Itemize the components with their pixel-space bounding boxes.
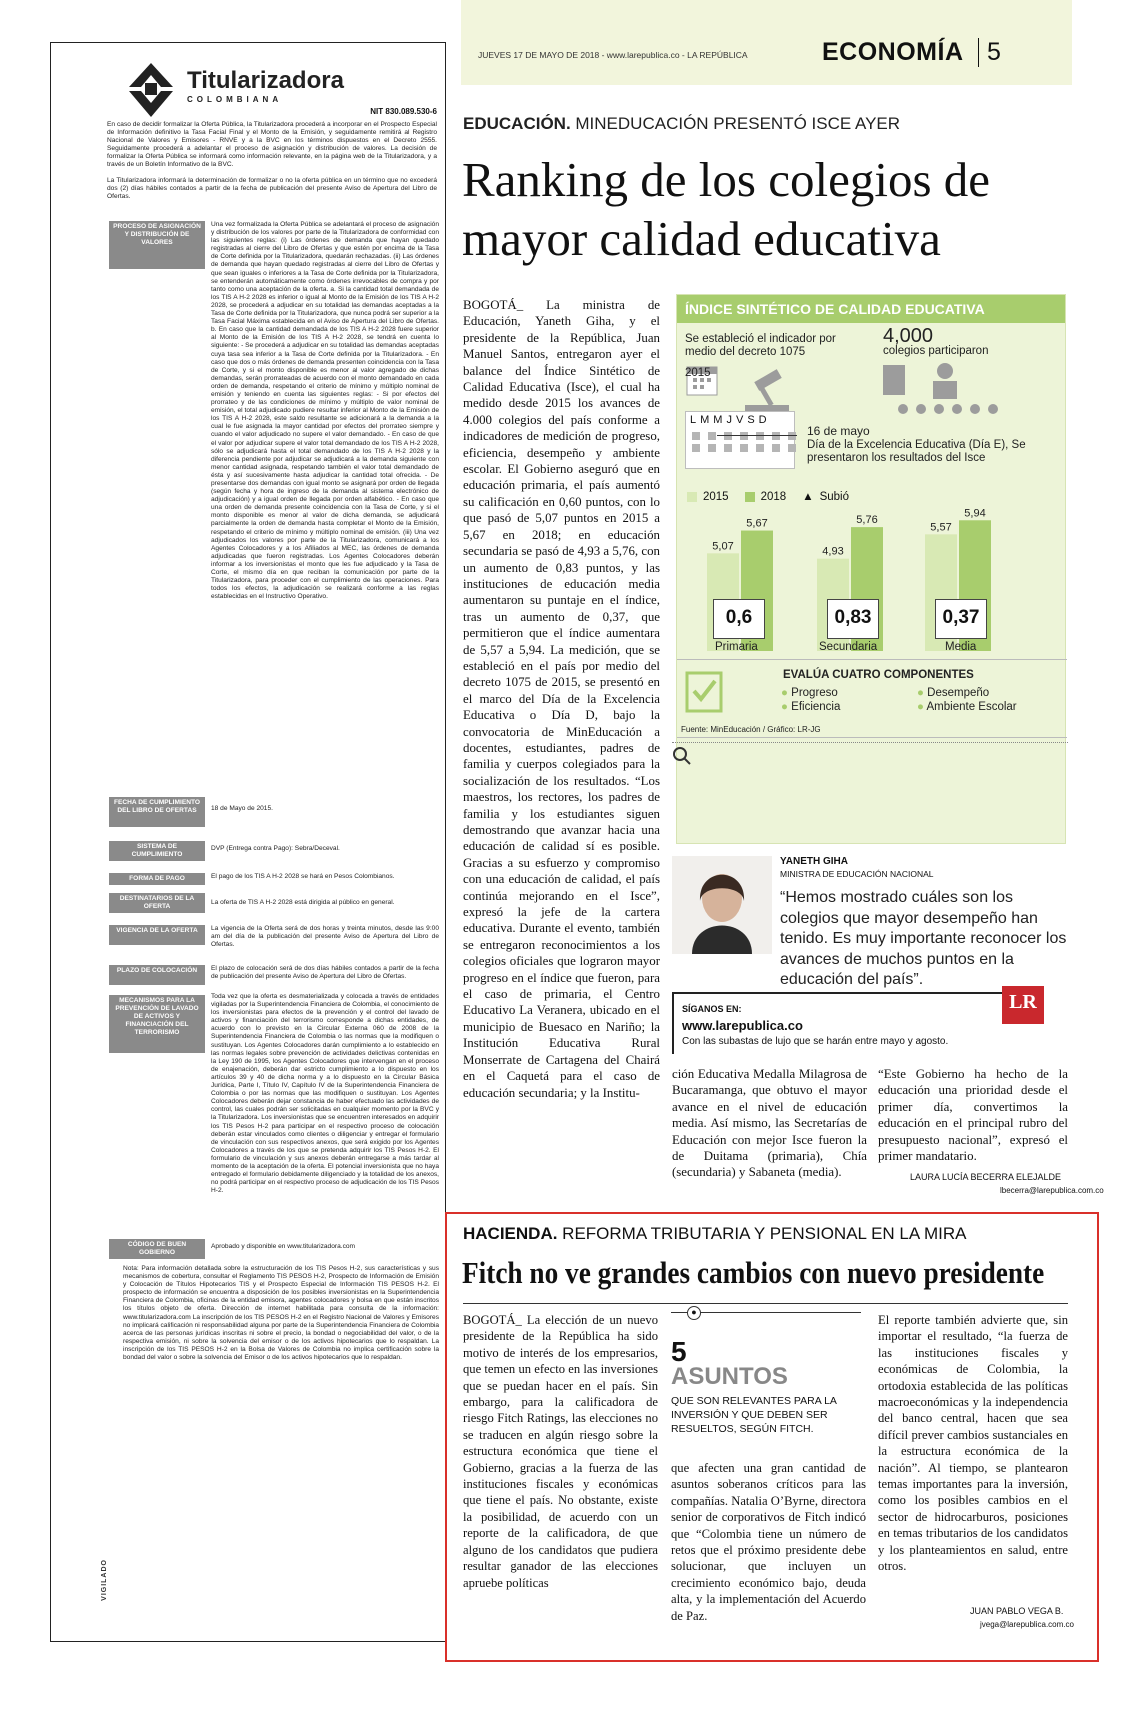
component-ambiente: ● Ambiente Escolar [917, 701, 1017, 713]
target-icon: ● [687, 1306, 701, 1320]
weekday-1: M [700, 414, 710, 426]
delta-media: 0,37 [935, 599, 987, 639]
ad-label-forma: FORMA DE PAGO [109, 873, 205, 885]
article2-kicker-rest: REFORMA TRIBUTARIA Y PENSIONAL EN LA MIRA [557, 1224, 967, 1243]
ad-nit: NIT 830.089.530-6 [370, 107, 437, 116]
article1-email: lbecerra@larepublica.com.co [1000, 1186, 1104, 1195]
schools-count-label: colegios participaron [883, 345, 989, 357]
quote-text: “Hemos mostrado cuáles son los colegios que mayor desempeño han tenido. Es muy importante reconocer los avances de muchos puntos en la educación del país”. [780, 889, 1067, 988]
ad-proceso: Una vez formalizada la Oferta Pública se adelantará el proceso de asignación y distribución de los valores por parte de la Titularizadora de conformidad con las siguientes reglas: (i) Las órdenes de demanda que hayan quedado registradas al cierre del Libro de Ofertas y que estén por encima de la Tasa de Corte definida por la Titularizadora, quedarán rechazadas. (ii) Las órdenes de demanda que hayan quedado registradas al cierre del Libro de Ofertas y que sean iguales o inferiores a la Tasa de Corte definida por la Titularizadora, se entenderán automáticamente como órdenes irrevocables de compra y por tanto como una aceptación de la oferta. a. Si la cantidad total demandada de los TIS A H-2 2028 es inferior o igual al Monto de la Emisión de los TIS A H-2 2028, se procederá a adjudicar en su totalidad las demandas aceptadas a la Tasa de Corte definida por la Titularizadora, que nunca podrá ser superior a la Tasa Facial Máxima establecida en el Aviso de Apertura del Libro de Ofertas. b. En caso que la cantidad demandada de los TIS A H-2 2028 fuere superior al Monto de la Emisión de los TIS A H-2 2028, se tendrá en cuenta lo siguiente: - Se procederá a adjudicar en su totalidad las demandas aceptadas cuya tasa sea inferior a la Tasa de Corte definida por la Titularizadora. - En caso que dos o más órdenes de demanda presenten coincidencia con la Tasa de Corte, y si el monto disponible es menor al valor agregado de dichas demandas, serán prorrateadas de acuerdo con el monto demandado en cada orden de demanda, respetando el criterio de mínimo y múltiplo nominal de emisión y teniendo en cuenta las siguientes reglas: - Si por efectos del prorrateo y de las condiciones de mínimo y múltiplo de valor nominal de emisión, el total adjudicado pudiere resultar inferior al Monto de la Emisión de los TIS A H-2 2028, este saldo resultante se adicionará a la demanda a la cual le fue asignada la mayor cantidad por efectos del prorrateo siempre y cuando el valor adjudicado no supere el valor demandado. - En caso de que el valor por adjudicar supere el valor total demandado de los TIS A H-2 2028, sólo se adjudicará hasta el total demandado de los TIS A H-2 2028 y la diferencia pendiente por adjudicar se adjudicará a la demanda siguiente con menor cantidad asignada, respetando también el valor total demandado de ésta y así sucesivamente hasta adjudicar la cantidad total ofrecida. - De presentarse dos demandas con igual monto se asignará por orden de llegada (según fecha y hora de ingreso de la demanda al sistema electrónico de adjudicación) y a igual orden de llegada por orden alfabético. - En caso que una orden de demanda presente coincidencia con la Tasa de Corte, y si el monto disponible es menor al valor de dicha demanda, se adjudicará parcialmente la orden de demanda hasta completar el Monto de la Emisión, respetando el criterio de mínimo y múltiplo nominal de emisión. (iii) Una vez adjudicados los valores por parte de la Titularizadora, comunicará a los Agentes Colocadores y a los Afiliados al MEC, las órdenes de demanda adjudicadas que fueron registradas. Los Agentes Colocadores deberán informar a los inversionistas el monto que les fue adjudicado y la Tasa de Corte, el mismo día en que reciban la comunicación por parte de la Titularizadora, para proceder con el cumplimiento de las operaciones. Para todos los efectos, la adjudicación se realizará conforme a las reglas establecidas en el Instructivo Operativo. [211, 221, 439, 601]
article2-col2: que afecten una gran cantidad de asuntos soberanos críticos para las compañías. Natalia O’Byrne, directora senior de corporativos de Fitch indicó que “Colombia tiene un número de retos que el próximo presidente debe solucionar, que incluyen un crecimiento económico bajo, deuda alta, y la implementación del Acuerdo de Paz. [671, 1461, 866, 1623]
article2-email: jvega@larepublica.com.co [980, 1620, 1074, 1629]
article1-col2: ción Educativa Medalla Milagrosa de Bucaramanga, que obtuvo el mayor avance en el nivel de educación media. Así mismo, las Secretarías de Educación con mejor Isce fueron la de Duitama (primaria), Chía (secundaria) y Sabaneta (media). [672, 1067, 867, 1180]
delta-secundaria: 0,83 [827, 599, 879, 639]
asuntos-number: 5 [671, 1336, 687, 1367]
day-title: 16 de mayo [807, 424, 870, 438]
quote-name: YANETH GIHA [780, 856, 848, 867]
bar-label-2015-primaria: 5,07 [712, 540, 734, 553]
infographic-source: Fuente: MinEducación / Gráfico: LR-JG [681, 725, 821, 734]
article2-author: JUAN PABLO VEGA B. [970, 1606, 1064, 1616]
classroom-icon [883, 361, 1033, 421]
delta-primaria: 0,6 [713, 599, 765, 639]
article2-kicker [463, 1224, 967, 1244]
article2-col3: El reporte también advierte que, sin importar el resultado, “la fuerza de las instituciones fiscales y económicas de Colombia, la ortodoxia establecida de las políticas macroeconómicas y la independencia del banco central, hacen que sea difícil prever cambios sustanciales en la estructura económica de la nación”. Al tiempo, se plantearon temas importantes para la inversión, como los posibles cambios en el sector de hidrocarburos, posiciones en temas tributarios de los candidatos y los planteamientos en salud, entre otros. [878, 1313, 1068, 1574]
week-calendar [685, 411, 795, 469]
page-number: 5 [978, 38, 1001, 67]
weekday-5: S [747, 414, 755, 426]
infographic-bottom-rule [677, 737, 1067, 738]
schools-count: 4,000 [883, 325, 934, 347]
ad-label-plazo: PLAZO DE COLOCACIÓN [109, 965, 205, 985]
ad-sistema: DVP (Entrega contra Pago): Sebra/Deceval. [211, 845, 340, 852]
asuntos-subtitle: QUE SON RELEVANTES PARA LA INVERSIÓN Y QUE DEBEN SER RESUELTOS, SEGÚN FITCH. [671, 1395, 837, 1435]
bar-label-2018-secundaria: 5,76 [856, 514, 878, 527]
ad-label-fecha: FECHA DE CUMPLIMIENTO DEL LIBRO DE OFERTAS [109, 797, 205, 827]
legend-2015: 2015 [703, 491, 729, 503]
ad-brand: Titularizadora [187, 67, 344, 94]
weekday-0: L [690, 414, 697, 426]
component-desempeno: ● Desempeño [917, 687, 990, 699]
section-title: ECONOMÍA [822, 38, 964, 66]
article2-col1: BOGOTÁ_ La elección de un nuevo presidente de la República ha sido motivo de interés de los empresarios, que temen un efecto en las inversiones que se puedan hacer en el país. Sin embargo, para la calificadora de riesgo Fitch Ratings, las elecciones no se traducen en algún riesgo sobre la estructura económica que tiene el Gobierno, gracias a la fuerza de las instituciones fiscales y económicas que tiene el país. No obstante, existe la posibilidad, de acuerdo con un reporte de la calificadora, de que alguno de los candidatos que pudiera resultar ganador de las elecciones apruebe políticas [463, 1313, 658, 1590]
weekday-4: V [735, 414, 744, 426]
day-text: Día de la Excelencia Educativa (Día E), Se presentaron los resultados del Isce [807, 439, 1026, 464]
category-secundaria: Secundaria [819, 641, 878, 653]
decree-text: Se estableció el indicador por medio del decreto 1075 [685, 333, 836, 358]
ad-vigilado: VIGILADO [101, 1559, 108, 1601]
follow-box [672, 992, 1040, 1054]
follow-label: SÍGANOS EN: [682, 1004, 742, 1014]
minister-portrait [672, 856, 772, 954]
follow-url[interactable]: www.larepublica.co [682, 1018, 803, 1033]
ad-label-vigencia: VIGENCIA DE LA OFERTA [109, 925, 205, 945]
weekday-labels [686, 412, 794, 428]
quote-role: MINISTRA DE EDUCACIÓN NACIONAL [780, 869, 934, 879]
weekday-3: J [726, 414, 732, 426]
magnifier-icon [672, 746, 692, 766]
category-primaria: Primaria [715, 641, 758, 653]
article1-headline: Ranking de los colegios de mayor calidad educativa [462, 152, 991, 266]
weekday-2: M [713, 414, 723, 426]
kicker-rest: MINEDUCACIÓN PRESENTÓ ISCE AYER [570, 114, 901, 133]
ad-brand-sub: COLOMBIANA [187, 95, 283, 104]
article1-col1: BOGOTÁ_ La ministra de Educación, Yaneth Giha, y el presidente de la República, Juan Manuel Santos, entregaron ayer el balance del Índice Sintético de Calidad Educativa (Isce), el cual ha medido desde 2015 los avances de 4.000 colegios del país conforme a indicadores de medición de progreso, eficiencia, desempeño y ambiente escolar. El Gobierno aseguró que en educación primaria, el país aumentó su calificación en 0,60 puntos, con lo que pasó de 5,07 puntos en 2015 a 5,67 en 2018; en educación secundaria se pasó de 4,93 a 5,76, con un aumento de 0,83 puntos, y las instituciones de educación media aumentaron su puntaje en el índice, tras un aumento de 0,37, que permitieron que el índice aumentara de 5,57 a 5,94. La medición, que se estableció en el país por medio del decreto 1075 de 2015, se presentó en el marco del Día de la Excelencia Educativa o Día D, bajo la convocatoria de MinEducación a docentes, estudiantes, padres de familia y cuerpos colegiados para la socialización de los resultados. “Los maestros, los rectores, los padres de familia y los estudiantes siguen demostrando que avanzar hacia una educación de calidad sí es posible. Gracias a su esfuerzo y compromiso con una educación de calidad, el país continúa mejorando en el Isce”, expresó la jefe de la cartera educativa. Durante el evento, también se entregaron reconocimientos a los colegios oficiales que lograron mayor progreso en el índice que fueron, para el caso de primaria, el Centro Educativo La Veranera, ubicado en el municipio de Buesaco en Nariño; la Institución Educativa Rural Monserrate de Cartagena del Chairá en el Caquetá para el caso de educación secundaria; y la Institu- [463, 298, 660, 1100]
legend-2018: 2018 [760, 491, 787, 503]
article1-author: LAURA LUCÍA BECERRA ELEJALDE [910, 1172, 1062, 1182]
ad-label-sistema: SISTEMA DE CUMPLIMIENTO [109, 841, 205, 861]
infographic-divider [677, 659, 1067, 660]
ad-label-proceso: PROCESO DE ASIGNACIÓN Y DISTRIBUCIÓN DE VALORES [109, 221, 205, 269]
infographic-year: 2015 [685, 367, 711, 379]
ad-dest: La oferta de TIS A H-2 2028 está dirigida al público en general. [211, 899, 395, 906]
components-title: EVALÚA CUATRO COMPONENTES [783, 669, 974, 681]
ad-nota: Nota: Para información detallada sobre la estructuración de los TIS Pesos H-2, sus características y sus mecanismos de cobertura, consultar el Reglamento TIS PESOS H-2, Prospecto de Información de Emisión y Colocación de Títulos Hipotecarios TIS y el Prospecto Especial de Información TIS PESOS H-2. El prospecto de información se encuentra a disposición de los posibles inversionistas en la Superintendencia Financiera de Colombia, oficinas de la entidad emisora, agentes colocadores y bolsa en que están inscritos los títulos objeto de oferta. Dirección de internet habilitada para consulta de la información: www.titularizadora.com La inscripción de los TIS PESOS H-2 en el Registro Nacional de Valores y Emisores no implicará calificación ni responsabilidad alguna por parte de la Superintendencia Financiera de Colombia acerca de las personas jurídicas inscritas ni sobre el precio, la bondad o negociabilidad del valor, o de la respectiva emisión, ni sobre la solvencia del emisor o de los activos hipotecarios que lo respaldan. La inscripción de los TIS PESOS H-2 en la Bolsa de Valores de Colombia no implica certificación sobre la bondad del valor o sobre la solvencia del Emisor o de los activos hipotecarios que lo respaldan. [123, 1265, 439, 1362]
article1-col3: “Este Gobierno ha hecho de la educación una prioridad desde el primer día, convertimos la educación en el principal rubro del presupuesto nacional”, expresó el primer mandatario. [878, 1067, 1068, 1164]
ad-plazo: El plazo de colocación será de dos días hábiles contados a partir de la fecha de publicación del presente Aviso de Apertura del Libro de Ofertas. [211, 965, 439, 981]
bar-label-2015-media: 5,57 [930, 521, 952, 534]
component-eficiencia: ● Eficiencia [781, 701, 841, 713]
ad-forma: El pago de los TIS A H-2 2028 se hará en Pesos Colombianos. [211, 873, 395, 880]
asuntos-title: ASUNTOS [671, 1363, 788, 1390]
article2-kicker-bold: HACIENDA. [463, 1224, 558, 1243]
bar-label-2015-secundaria: 4,93 [822, 545, 844, 558]
component-progreso: ● Progreso [781, 687, 838, 699]
article1-kicker [463, 114, 900, 134]
weekday-6: D [758, 414, 767, 426]
ad-intro-2: La Titularizadora informará la determinación de formalizar o no la oferta pública en un término que no excederá dos (2) días hábiles contados a partir de la fecha de publicación del presente Aviso de Apertura del Libro de Ofertas. [107, 177, 437, 201]
ad-codigo: Aprobado y disponible en www.titularizadora.com [211, 1243, 356, 1250]
ad-label-codigo: CÓDIGO DE BUEN GOBIERNO [109, 1239, 205, 1259]
follow-teaser: Con las subastas de lujo que se harán entre mayo y agosto. [682, 1036, 949, 1047]
ad-vigencia: La vigencia de la Oferta será de dos horas y treinta minutos, desde las 9:00 am del día de la publicación del presente Aviso de Apertura del Libro de Ofertas. [211, 925, 439, 949]
bar-label-2018-media: 5,94 [964, 507, 986, 520]
quote-top-rule [672, 742, 1068, 743]
ad-label-mecanismos: MECANISMOS PARA LA PREVENCIÓN DE LAVADO DE ACTIVOS Y FINANCIACIÓN DEL TERRORISMO [109, 995, 205, 1053]
legend-up: Subió [819, 491, 849, 503]
ad-fecha: 18 de Mayo de 2015. [211, 805, 273, 812]
isce-infographic [676, 294, 1066, 844]
up-arrow-icon: ▲ [802, 491, 814, 503]
ad-mecanismos: Toda vez que la oferta es desmaterializada y colocada a través de entidades vigiladas por la Superintendencia Financiera de Colombia, el conocimiento de los inversionistas para efectos de la prevención y el control del lavado de activos y financiación del terrorismo corresponde a dichas entidades, de acuerdo con lo previsto en la Circular Externa 060 de 2008 de la Superintendencia Financiera de Colombia o las normas que la modifiquen o sustituyan. Los Agentes Colocadores darán cumplimiento a lo establecido en las normas legales sobre prevención de actividades delictivas contenidas en la Ley 190 de 1995, los Agentes Colocadores que intervengan en el proceso de enajenación, deberán dar estricto cumplimiento a lo dispuesto en los artículos 39 y 40 de dicha norma y a lo dispuesto en la Circular Básica Jurídica, Parte I, Título IV, Capítulo IV de la Superintendencia Financiera de Colombia o por las normas que las modifiquen o sustituyan. Los Agentes Colocadores deberán dejar constancia de haber efectuado las actividades de control, las cuales podrán ser solicitadas en cualquier momento por la BVC y la Titularizadora. Los inversionistas que se encuentren interesados en adquirir los TIS Pesos H-2 para participar en el respectivo proceso de colocación deberán estar vinculados como clientes o diligenciar y entregar el formulario de vinculación con sus respectivos anexos, que será exigido por los Agentes Colocadores a través de los que se pretenda adquirir los TIS Pesos H-2. El formulario de vinculación y sus anexos deberán entregarse a más tardar al momento de la aceptación de la oferta. El potencial inversionista que no haya entregado el formulario debidamente diligenciado y la totalidad de los anexos, no podrá participar en el respectivo proceso de adjudicación de los TIS Pesos H-2. [211, 993, 439, 1195]
lr-logo: LR [1002, 986, 1044, 1024]
article2-headline: Fitch no ve grandes cambios con nuevo presidente [462, 1255, 1045, 1290]
day-pointer [717, 435, 797, 436]
ad-label-dest: DESTINATARIOS DE LA OFERTA [109, 893, 205, 913]
ad-intro-1: En caso de decidir formalizar la Oferta Pública, la Titularizadora procederá a incorporar en el Prospecto Especial de Información definitivo la Tasa Facial Final y el Monto de la Emisión, y seguidamente remitirá al Registro Nacional de Valores y Emisores - RNVE y a la BVC en los términos dispuestos en el Decreto 2555. Seguidamente procederá a adelantar el proceso de asignación y distribución de valores. La decisión de formalizar la Oferta Pública se informará como información relevante, en la página web de la Titularizadora, y a través de un Boletín Informativo de la BVC. [107, 121, 437, 169]
infographic-title: ÍNDICE SINTÉTICO DE CALIDAD EDUCATIVA [677, 295, 1065, 323]
article2-rule [463, 1303, 1068, 1304]
titularizadora-ad [50, 42, 446, 1642]
dateline: JUEVES 17 DE MAYO DE 2018 - www.larepublica.co - LA REPÚBLICA [478, 50, 748, 60]
category-media: Media [945, 641, 977, 653]
kicker-bold: EDUCACIÓN. [463, 114, 571, 133]
bar-label-2018-primaria: 5,67 [746, 517, 768, 530]
checklist-icon [685, 671, 731, 713]
